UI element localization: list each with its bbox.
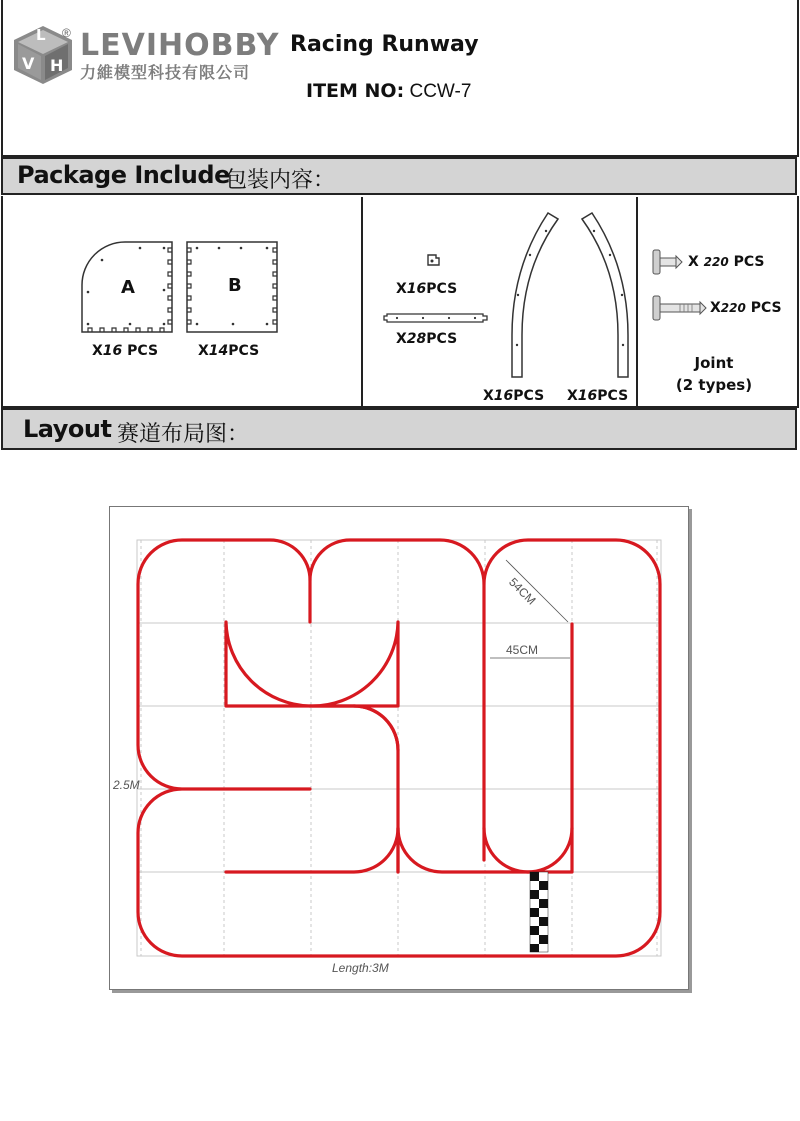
qty-unit: PCS bbox=[733, 254, 765, 270]
qty-prefix: X bbox=[688, 254, 699, 270]
qty-unit: PCS bbox=[597, 388, 629, 404]
qty-prefix: X bbox=[396, 281, 407, 297]
tile-b-quantity bbox=[198, 343, 259, 359]
curve-right-quantity bbox=[567, 388, 628, 404]
curve-barrier-left-icon bbox=[508, 207, 568, 382]
dimension-54cm: 54CM bbox=[506, 575, 539, 608]
qty-number: 16 bbox=[406, 281, 427, 297]
qty-unit: PCS bbox=[750, 300, 782, 316]
item-number-label: ITEM NO: bbox=[306, 80, 405, 102]
package-section-bar bbox=[1, 157, 797, 195]
item-number bbox=[306, 80, 471, 103]
dimension-length: Length:3M bbox=[332, 961, 389, 975]
joint-label-line2: (2 types) bbox=[675, 376, 753, 394]
layout-title-cn: 赛道布局图： bbox=[117, 422, 250, 447]
joint-long-icon bbox=[650, 294, 708, 322]
clip-part-icon bbox=[425, 252, 441, 268]
joint-label-line1: Joint bbox=[694, 354, 734, 372]
curve-left-quantity bbox=[483, 388, 544, 404]
straight-connector-icon bbox=[383, 312, 489, 324]
qty-number: 16 bbox=[493, 388, 514, 404]
straight-connector-quantity bbox=[396, 331, 457, 347]
joint-short-icon bbox=[650, 248, 684, 276]
tile-a-letter: A bbox=[121, 277, 135, 298]
registered-mark: ® bbox=[62, 26, 71, 40]
qty-prefix: X bbox=[710, 300, 721, 316]
qty-unit: PCS bbox=[426, 331, 458, 347]
qty-prefix: X bbox=[567, 388, 578, 404]
product-title: Racing Runway bbox=[290, 32, 479, 57]
qty-prefix: X bbox=[198, 343, 209, 359]
qty-number: 16 bbox=[102, 343, 123, 359]
qty-unit: PCS bbox=[513, 388, 545, 404]
track-barrier bbox=[138, 540, 660, 956]
qty-unit: PCS bbox=[127, 343, 159, 359]
brand-name-cn: 力維模型科技有限公司 bbox=[80, 63, 251, 82]
checkered-start-line bbox=[530, 872, 548, 952]
joint-short-quantity bbox=[688, 254, 765, 270]
layout-section-bar bbox=[1, 408, 797, 450]
logo-letter-v: V bbox=[22, 54, 35, 73]
qty-unit: PCS bbox=[228, 343, 260, 359]
clip-part-quantity bbox=[396, 281, 457, 297]
track-layout-diagram bbox=[109, 506, 689, 990]
logo-letter-l: L bbox=[36, 26, 46, 44]
package-title-cn: 包装内容： bbox=[225, 168, 336, 193]
qty-prefix: X bbox=[396, 331, 407, 347]
joint-long-quantity bbox=[710, 300, 782, 316]
qty-number: 28 bbox=[406, 331, 427, 347]
qty-number: 220 bbox=[703, 255, 729, 269]
dimension-45cm: 45CM bbox=[506, 643, 539, 657]
qty-prefix: X bbox=[483, 388, 494, 404]
logo-letter-h: H bbox=[50, 56, 64, 75]
curve-barrier-right-icon bbox=[572, 207, 632, 382]
joint-label bbox=[666, 352, 762, 396]
qty-prefix: X bbox=[92, 343, 103, 359]
dimension-height: 2.5M bbox=[113, 778, 140, 792]
qty-number: 14 bbox=[208, 343, 229, 359]
package-title: Package Include bbox=[17, 161, 230, 189]
qty-unit: PCS bbox=[426, 281, 458, 297]
tile-b-letter: B bbox=[228, 275, 242, 296]
item-number-value: CCW-7 bbox=[409, 81, 472, 102]
tile-a-quantity bbox=[92, 343, 158, 359]
qty-number: 220 bbox=[720, 301, 746, 315]
qty-number: 16 bbox=[577, 388, 598, 404]
layout-title: Layout bbox=[23, 415, 112, 443]
divider bbox=[361, 197, 363, 407]
divider bbox=[636, 197, 638, 407]
brand-name: LEVIHOBBY bbox=[80, 28, 280, 63]
